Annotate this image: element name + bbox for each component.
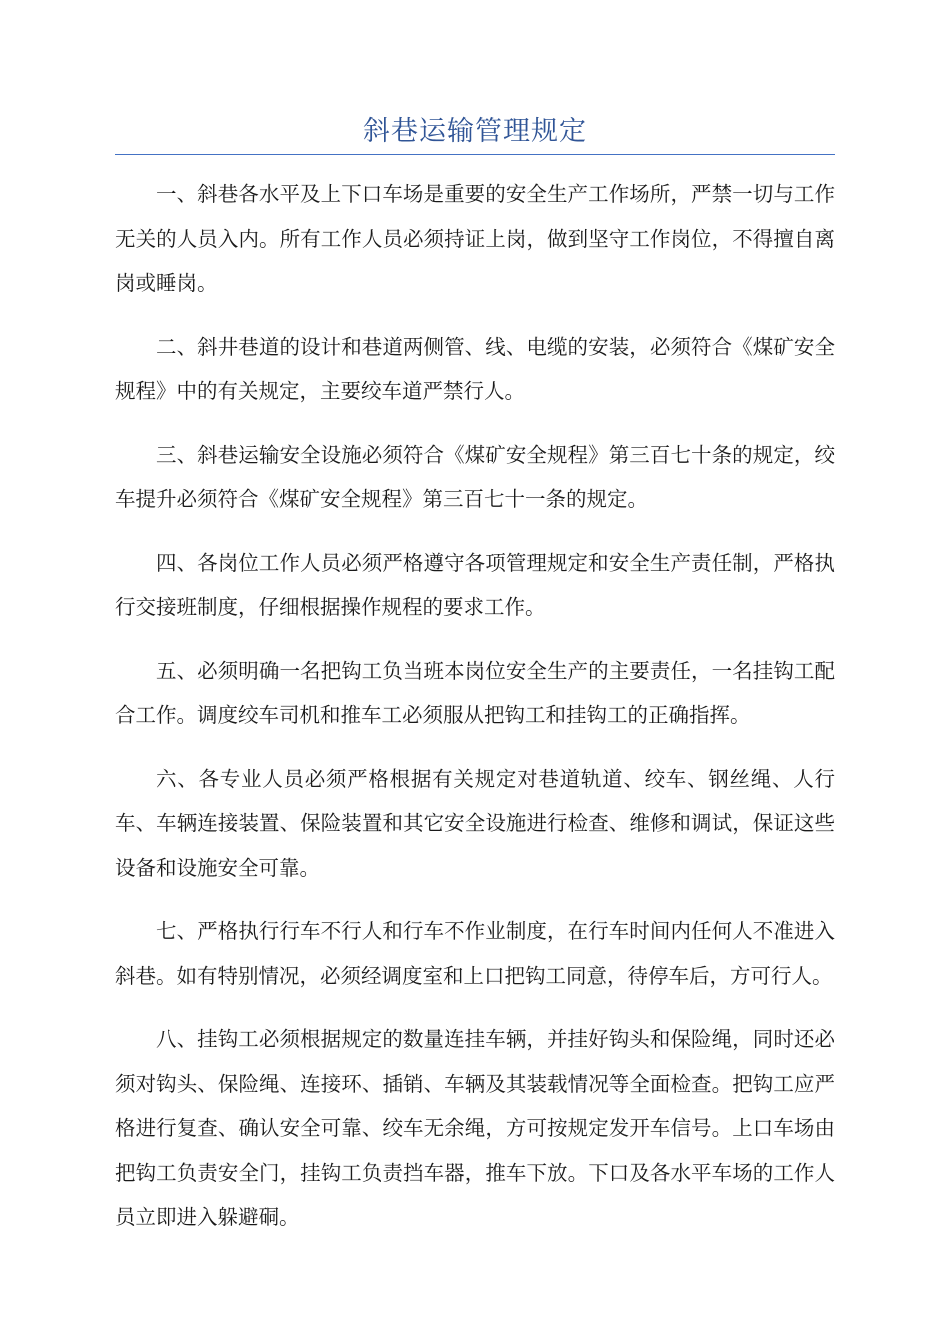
document-title: 斜巷运输管理规定 [363, 116, 587, 147]
paragraph-8: 八、挂钩工必须根据规定的数量连挂车辆，并挂好钩头和保险绳，同时还必须对钩头、保险绳、连接环、插销、车辆及其装载情况等全面检查。把钩工应严格进行复查、确认安全可靠、绞车无余绳，方可按规定发开车信号。上口车场由把钩工负责安全门，挂钩工负责挡车器，推车下放。下口及各水平车场的工作人员立即进入躲避硐。 [115, 1027, 835, 1229]
paragraph-3: 三、斜巷运输安全设施必须符合《煤矿安全规程》第三百七十条的规定，绞车提升必须符合《煤矿安全规程》第三百七十一条的规定。 [115, 442, 835, 511]
paragraph-6: 六、各专业人员必须严格根据有关规定对巷道轨道、绞车、钢丝绳、人行车、车辆连接装置、保险装置和其它安全设施进行检查、维修和调试，保证这些设备和设施安全可靠。 [115, 766, 835, 880]
paragraph-7: 七、严格执行行车不行人和行车不作业制度，在行车时间内任何人不准进入斜巷。如有特别情况，必须经调度室和上口把钩工同意，待停车后，方可行人。 [115, 919, 835, 988]
title-underline [115, 154, 835, 155]
paragraph-1: 一、斜巷各水平及上下口车场是重要的安全生产工作场所，严禁一切与工作无关的人员入内。所有工作人员必须持证上岗，做到坚守工作岗位，不得擅自离岗或睡岗。 [115, 182, 835, 295]
paragraph-2: 二、斜井巷道的设计和巷道两侧管、线、电缆的安装，必须符合《煤矿安全规程》中的有关规定，主要绞车道严禁行人。 [115, 334, 835, 403]
paragraph-4: 四、各岗位工作人员必须严格遵守各项管理规定和安全生产责任制，严格执行交接班制度，仔细根据操作规程的要求工作。 [115, 550, 835, 619]
paragraph-5: 五、必须明确一名把钩工负当班本岗位安全生产的主要责任，一名挂钩工配合工作。调度绞车司机和推车工必须服从把钩工和挂钩工的正确指挥。 [115, 658, 835, 727]
document-body [115, 172, 835, 1259]
